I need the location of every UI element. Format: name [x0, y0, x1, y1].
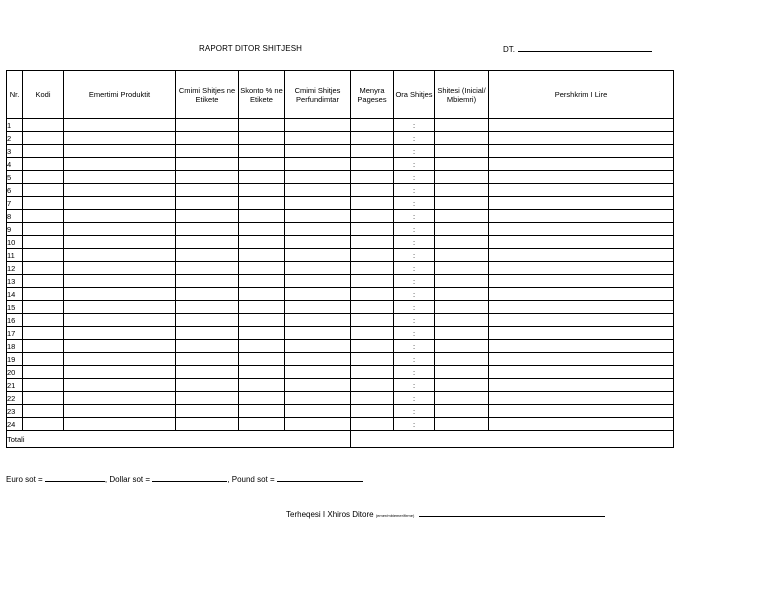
table-cell[interactable]: [351, 132, 394, 145]
table-cell[interactable]: [176, 288, 239, 301]
sales-report-table: [6, 70, 674, 448]
table-cell[interactable]: [239, 171, 285, 184]
table-cell[interactable]: [176, 327, 239, 340]
table-row: [7, 145, 674, 158]
table-cell[interactable]: [239, 379, 285, 392]
time-cell[interactable]: :: [394, 353, 435, 366]
table-cell[interactable]: [239, 301, 285, 314]
table-cell[interactable]: [489, 340, 674, 353]
table-cell[interactable]: [239, 145, 285, 158]
table-cell[interactable]: [351, 275, 394, 288]
table-cell[interactable]: [435, 275, 489, 288]
table-cell[interactable]: [351, 392, 394, 405]
table-cell[interactable]: [64, 119, 176, 132]
table-cell[interactable]: [351, 353, 394, 366]
table-cell[interactable]: [64, 171, 176, 184]
table-cell[interactable]: [489, 249, 674, 262]
row-number: 7: [7, 197, 23, 210]
table-cell[interactable]: [351, 236, 394, 249]
signature-field: [286, 509, 605, 519]
table-cell[interactable]: [285, 405, 351, 418]
time-cell[interactable]: :: [394, 301, 435, 314]
table-cell[interactable]: [435, 197, 489, 210]
total-row: [7, 431, 674, 448]
table-cell[interactable]: [435, 392, 489, 405]
table-cell[interactable]: [489, 132, 674, 145]
table-row: [7, 197, 674, 210]
row-number: 9: [7, 223, 23, 236]
table-cell[interactable]: [23, 197, 64, 210]
time-cell[interactable]: :: [394, 132, 435, 145]
table-row: [7, 249, 674, 262]
table-cell[interactable]: [489, 119, 674, 132]
row-number: 22: [7, 392, 23, 405]
row-number: 15: [7, 301, 23, 314]
row-number: 20: [7, 366, 23, 379]
signature-input-line[interactable]: [419, 509, 605, 517]
table-cell[interactable]: [489, 301, 674, 314]
table-cell[interactable]: [176, 262, 239, 275]
table-cell[interactable]: [239, 288, 285, 301]
time-cell[interactable]: :: [394, 405, 435, 418]
time-cell[interactable]: :: [394, 288, 435, 301]
table-cell[interactable]: [435, 236, 489, 249]
table-cell[interactable]: [176, 210, 239, 223]
table-cell[interactable]: [285, 184, 351, 197]
table-cell[interactable]: [435, 145, 489, 158]
table-cell[interactable]: [23, 158, 64, 171]
table-row: [7, 236, 674, 249]
table-row: [7, 119, 674, 132]
table-cell[interactable]: [285, 366, 351, 379]
table-cell[interactable]: [351, 210, 394, 223]
table-row: [7, 379, 674, 392]
table-cell[interactable]: [351, 184, 394, 197]
table-row: [7, 158, 674, 171]
table-cell[interactable]: [435, 353, 489, 366]
total-label: Totali: [7, 431, 351, 448]
table-cell[interactable]: [23, 327, 64, 340]
table-cell[interactable]: [23, 249, 64, 262]
table-cell[interactable]: [64, 236, 176, 249]
table-cell[interactable]: [435, 314, 489, 327]
row-number: 6: [7, 184, 23, 197]
table-cell[interactable]: [176, 119, 239, 132]
table-cell[interactable]: [285, 158, 351, 171]
table-cell[interactable]: [285, 288, 351, 301]
table-cell[interactable]: [176, 132, 239, 145]
table-cell[interactable]: [176, 171, 239, 184]
table-cell[interactable]: [239, 366, 285, 379]
date-input-line[interactable]: [518, 44, 652, 52]
table-cell[interactable]: [239, 327, 285, 340]
table-cell[interactable]: [23, 379, 64, 392]
table-cell[interactable]: [239, 262, 285, 275]
table-cell[interactable]: [239, 392, 285, 405]
table-cell[interactable]: [435, 158, 489, 171]
table-cell[interactable]: [285, 223, 351, 236]
row-number: 19: [7, 353, 23, 366]
dollar-label: , Dollar sot =: [104, 475, 151, 484]
row-number: 24: [7, 418, 23, 431]
table-cell[interactable]: [23, 184, 64, 197]
table-cell[interactable]: [351, 119, 394, 132]
row-number: 16: [7, 314, 23, 327]
table-row: [7, 418, 674, 431]
table-cell[interactable]: [489, 366, 674, 379]
table-cell[interactable]: [351, 314, 394, 327]
table-cell[interactable]: [489, 262, 674, 275]
report-title: RAPORT DITOR SHITJESH: [199, 44, 303, 53]
table-cell[interactable]: [435, 327, 489, 340]
row-number: 18: [7, 340, 23, 353]
table-row: [7, 366, 674, 379]
row-number: 17: [7, 327, 23, 340]
dollar-input-line[interactable]: [152, 474, 227, 482]
table-cell[interactable]: [239, 158, 285, 171]
table-cell[interactable]: [285, 171, 351, 184]
table-cell[interactable]: [285, 236, 351, 249]
time-cell[interactable]: :: [394, 340, 435, 353]
table-cell[interactable]: [285, 197, 351, 210]
table-cell[interactable]: [23, 119, 64, 132]
row-number: 5: [7, 171, 23, 184]
table-cell[interactable]: [64, 327, 176, 340]
table-cell[interactable]: [239, 353, 285, 366]
table-cell[interactable]: [239, 184, 285, 197]
table-cell[interactable]: [64, 145, 176, 158]
date-label: DT.: [503, 45, 515, 54]
table-cell[interactable]: [489, 158, 674, 171]
time-cell[interactable]: :: [394, 392, 435, 405]
table-cell[interactable]: [64, 158, 176, 171]
table-cell[interactable]: [435, 223, 489, 236]
table-cell[interactable]: [23, 223, 64, 236]
row-number: 23: [7, 405, 23, 418]
table-cell[interactable]: [489, 171, 674, 184]
table-cell[interactable]: [176, 366, 239, 379]
table-cell[interactable]: [285, 327, 351, 340]
table-cell[interactable]: [23, 314, 64, 327]
table-cell[interactable]: [239, 119, 285, 132]
table-cell[interactable]: [435, 288, 489, 301]
table-row: [7, 314, 674, 327]
table-cell[interactable]: [176, 314, 239, 327]
table-cell[interactable]: [23, 288, 64, 301]
signature-label: Terheqesi I Xhiros Ditore: [286, 510, 374, 519]
time-cell[interactable]: :: [394, 418, 435, 431]
table-cell[interactable]: [176, 249, 239, 262]
table-cell[interactable]: [285, 353, 351, 366]
euro-input-line[interactable]: [45, 474, 105, 482]
table-cell[interactable]: [285, 210, 351, 223]
row-number: 13: [7, 275, 23, 288]
table-cell[interactable]: [239, 210, 285, 223]
table-cell[interactable]: [285, 262, 351, 275]
column-header: Emertimi Produktit: [64, 71, 176, 119]
exchange-rates: [6, 474, 363, 484]
table-cell[interactable]: [239, 197, 285, 210]
time-cell[interactable]: :: [394, 171, 435, 184]
table-cell[interactable]: [351, 418, 394, 431]
row-number: 3: [7, 145, 23, 158]
column-header: Kodi: [23, 71, 64, 119]
table-cell[interactable]: [23, 132, 64, 145]
table-cell[interactable]: [351, 197, 394, 210]
table-cell[interactable]: [64, 418, 176, 431]
table-cell[interactable]: [489, 223, 674, 236]
time-cell[interactable]: :: [394, 184, 435, 197]
table-cell[interactable]: [23, 145, 64, 158]
table-cell[interactable]: [239, 249, 285, 262]
table-cell[interactable]: [23, 405, 64, 418]
table-cell[interactable]: [489, 392, 674, 405]
table-cell[interactable]: [23, 262, 64, 275]
table-cell[interactable]: [435, 405, 489, 418]
table-cell[interactable]: [351, 366, 394, 379]
euro-label: Euro sot =: [6, 475, 43, 484]
table-cell[interactable]: [351, 145, 394, 158]
time-cell[interactable]: :: [394, 197, 435, 210]
column-header: Skonto % ne Etikete: [239, 71, 285, 119]
table-cell[interactable]: [285, 340, 351, 353]
total-value-cell[interactable]: [351, 431, 674, 448]
row-number: 11: [7, 249, 23, 262]
table-cell[interactable]: [435, 119, 489, 132]
table-cell[interactable]: [23, 392, 64, 405]
table-cell[interactable]: [64, 210, 176, 223]
table-cell[interactable]: [64, 340, 176, 353]
table-cell[interactable]: [64, 275, 176, 288]
table-cell[interactable]: [176, 275, 239, 288]
table-cell[interactable]: [285, 145, 351, 158]
table-cell[interactable]: [23, 275, 64, 288]
table-cell[interactable]: [489, 405, 674, 418]
table-row: [7, 288, 674, 301]
table-cell[interactable]: [64, 132, 176, 145]
table-cell[interactable]: [176, 379, 239, 392]
table-cell[interactable]: [64, 197, 176, 210]
table-cell[interactable]: [489, 184, 674, 197]
table-cell[interactable]: [176, 392, 239, 405]
table-cell[interactable]: [239, 405, 285, 418]
table-cell[interactable]: [176, 197, 239, 210]
table-cell[interactable]: [435, 262, 489, 275]
table-cell[interactable]: [435, 171, 489, 184]
table-cell[interactable]: [489, 288, 674, 301]
table-row: [7, 210, 674, 223]
table-cell[interactable]: [23, 418, 64, 431]
pound-input-line[interactable]: [277, 474, 363, 482]
row-number: 12: [7, 262, 23, 275]
table-cell[interactable]: [64, 223, 176, 236]
table-cell[interactable]: [285, 275, 351, 288]
table-cell[interactable]: [285, 301, 351, 314]
column-header: Nr.: [7, 71, 23, 119]
table-cell[interactable]: [489, 327, 674, 340]
row-number: 1: [7, 119, 23, 132]
table-cell[interactable]: [489, 197, 674, 210]
table-cell[interactable]: [64, 366, 176, 379]
date-field: [503, 44, 652, 54]
table-cell[interactable]: [176, 301, 239, 314]
table-cell[interactable]: [435, 366, 489, 379]
time-cell[interactable]: :: [394, 119, 435, 132]
table-cell[interactable]: [64, 288, 176, 301]
table-cell[interactable]: [64, 405, 176, 418]
table-cell[interactable]: [239, 314, 285, 327]
table-row: [7, 262, 674, 275]
table-cell[interactable]: [351, 379, 394, 392]
table-cell[interactable]: [435, 418, 489, 431]
table-row: [7, 171, 674, 184]
table-cell[interactable]: [285, 392, 351, 405]
table-cell[interactable]: [23, 210, 64, 223]
time-cell[interactable]: :: [394, 223, 435, 236]
table-cell[interactable]: [489, 314, 674, 327]
time-cell[interactable]: :: [394, 379, 435, 392]
column-header: Cmimi Shitjes Perfundimtar: [285, 71, 351, 119]
table-cell[interactable]: [285, 379, 351, 392]
table-cell[interactable]: [23, 340, 64, 353]
time-cell[interactable]: :: [394, 314, 435, 327]
table-cell[interactable]: [489, 210, 674, 223]
table-cell[interactable]: [176, 340, 239, 353]
table-cell[interactable]: [489, 418, 674, 431]
table-cell[interactable]: [23, 353, 64, 366]
time-cell[interactable]: :: [394, 236, 435, 249]
table-cell[interactable]: [239, 236, 285, 249]
time-cell[interactable]: :: [394, 145, 435, 158]
table-row: [7, 353, 674, 366]
table-row: [7, 275, 674, 288]
table-row: [7, 405, 674, 418]
column-header: Menyra Pageses: [351, 71, 394, 119]
table-cell[interactable]: [285, 119, 351, 132]
table-cell[interactable]: [285, 132, 351, 145]
table-row: [7, 392, 674, 405]
table-cell[interactable]: [489, 379, 674, 392]
table-cell[interactable]: [351, 405, 394, 418]
table-cell[interactable]: [176, 418, 239, 431]
table-row: [7, 132, 674, 145]
table-cell[interactable]: [239, 223, 285, 236]
table-cell[interactable]: [435, 249, 489, 262]
table-cell[interactable]: [64, 392, 176, 405]
column-header: Ora Shitjes: [394, 71, 435, 119]
row-number: 10: [7, 236, 23, 249]
table-row: [7, 327, 674, 340]
signature-hint: (emer/mbiemer/firme): [375, 513, 415, 518]
table-cell[interactable]: [176, 353, 239, 366]
table-cell[interactable]: [285, 314, 351, 327]
table-cell[interactable]: [351, 223, 394, 236]
row-number: 2: [7, 132, 23, 145]
table-cell[interactable]: [239, 132, 285, 145]
table-cell[interactable]: [176, 405, 239, 418]
table-cell[interactable]: [176, 223, 239, 236]
table-cell[interactable]: [176, 236, 239, 249]
table-cell[interactable]: [489, 275, 674, 288]
table-cell[interactable]: [64, 301, 176, 314]
time-cell[interactable]: :: [394, 327, 435, 340]
table-cell[interactable]: [489, 353, 674, 366]
table-row: [7, 340, 674, 353]
table-cell[interactable]: [351, 262, 394, 275]
row-number: 4: [7, 158, 23, 171]
table-cell[interactable]: [64, 184, 176, 197]
table-cell[interactable]: [351, 249, 394, 262]
time-cell[interactable]: :: [394, 249, 435, 262]
table-cell[interactable]: [435, 301, 489, 314]
table-cell[interactable]: [23, 236, 64, 249]
table-cell[interactable]: [23, 301, 64, 314]
table-row: [7, 184, 674, 197]
column-header: Cmimi Shitjes ne Etikete: [176, 71, 239, 119]
table-cell[interactable]: [351, 340, 394, 353]
table-cell[interactable]: [351, 158, 394, 171]
table-header-row: [7, 71, 674, 119]
table-cell[interactable]: [435, 340, 489, 353]
table-cell[interactable]: [489, 236, 674, 249]
table-cell[interactable]: [435, 184, 489, 197]
table-cell[interactable]: [176, 145, 239, 158]
table-cell[interactable]: [64, 314, 176, 327]
column-header: Shitesi (Inicial/ Mbiemri): [435, 71, 489, 119]
pound-label: , Pound sot =: [227, 475, 275, 484]
table-cell[interactable]: [64, 379, 176, 392]
row-number: 14: [7, 288, 23, 301]
table-row: [7, 223, 674, 236]
table-cell[interactable]: [351, 327, 394, 340]
table-cell[interactable]: [239, 418, 285, 431]
table-cell[interactable]: [176, 158, 239, 171]
table-cell[interactable]: [176, 184, 239, 197]
table-cell[interactable]: [23, 366, 64, 379]
time-cell[interactable]: :: [394, 210, 435, 223]
time-cell[interactable]: :: [394, 366, 435, 379]
table-cell[interactable]: [351, 171, 394, 184]
table-cell[interactable]: [64, 249, 176, 262]
table-cell[interactable]: [64, 353, 176, 366]
table-row: [7, 301, 674, 314]
table-cell[interactable]: [285, 249, 351, 262]
row-number: 8: [7, 210, 23, 223]
table-cell[interactable]: [351, 301, 394, 314]
table-cell[interactable]: [435, 379, 489, 392]
time-cell[interactable]: :: [394, 275, 435, 288]
table-cell[interactable]: [351, 288, 394, 301]
table-cell[interactable]: [239, 275, 285, 288]
table-cell[interactable]: [489, 145, 674, 158]
table-cell[interactable]: [239, 340, 285, 353]
column-header: Pershkrim I Lire: [489, 71, 674, 119]
table-cell[interactable]: [435, 210, 489, 223]
time-cell[interactable]: :: [394, 158, 435, 171]
table-cell[interactable]: [435, 132, 489, 145]
table-cell[interactable]: [285, 418, 351, 431]
table-cell[interactable]: [64, 262, 176, 275]
row-number: 21: [7, 379, 23, 392]
time-cell[interactable]: :: [394, 262, 435, 275]
table-cell[interactable]: [23, 171, 64, 184]
